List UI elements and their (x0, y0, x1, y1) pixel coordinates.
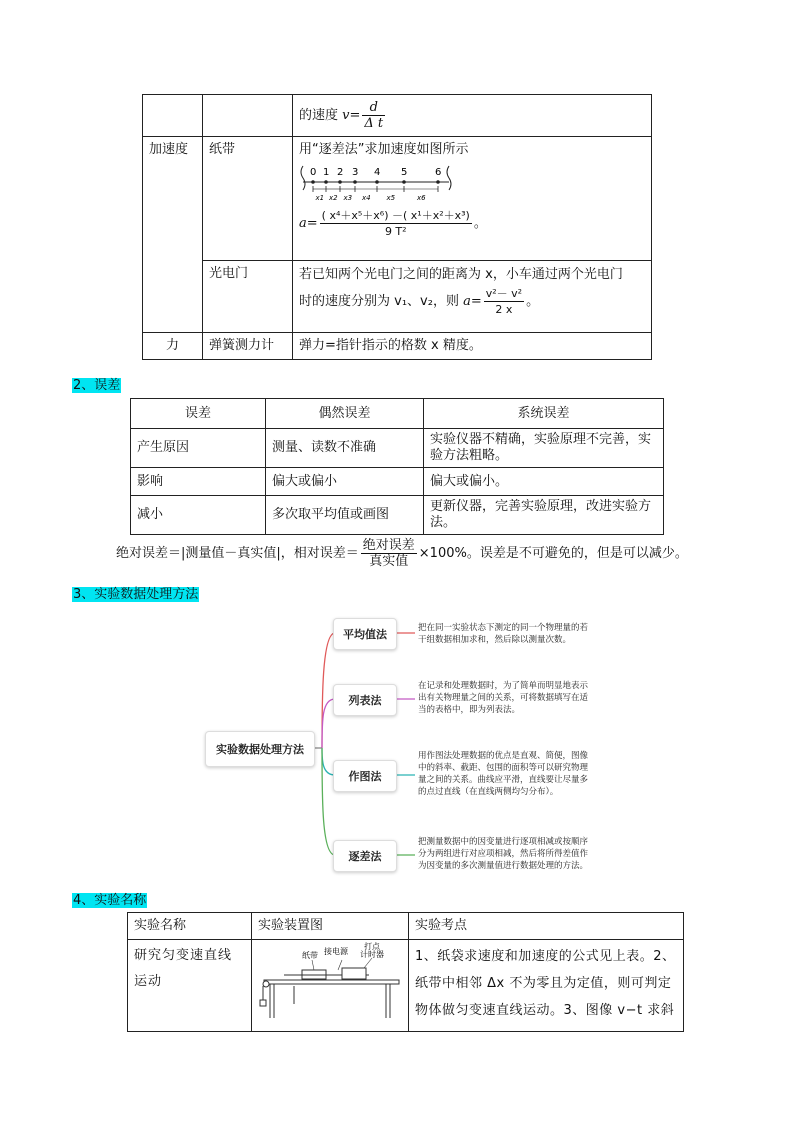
tape-dot (338, 180, 342, 184)
tape-segment-label: x4 (362, 194, 371, 202)
graph-method-desc: 用作图法处理数据的优点是直观、简便，图像中的斜率、截距、包围的面积等可以研究物理量之间的关系。曲线应平滑，直线要让尽量多的点过直线（在直线两侧均匀分布）。 (418, 751, 589, 797)
header-experiment-name: 实验名称 (128, 913, 252, 940)
error-table-header: 偶然误差 (266, 399, 424, 429)
velocity-text: 的速度 (299, 108, 339, 123)
error-formula-suffix: ×100%。误差是不可避免的，但是可以减少。 (418, 546, 688, 561)
tape-dot (353, 180, 357, 184)
section-title-data-methods: 3、实验数据处理方法 (73, 587, 199, 602)
label-timer: 计时器 (360, 950, 384, 959)
tape-segment-label: x3 (343, 194, 353, 202)
fraction-denominator: 真实值 (369, 554, 409, 569)
formula-lhs: a= (299, 216, 318, 231)
error-table-row (131, 429, 664, 468)
error-table-cell: 测量、读数不准确 (266, 429, 424, 468)
tape-dot (324, 180, 328, 184)
cell-empty (143, 95, 203, 137)
tool-spring-scale: 弹簧测力计 (203, 333, 293, 360)
error-formula-prefix: 绝对误差＝|测量值－真实值|，相对误差＝ (116, 546, 359, 561)
photogate-line2 (299, 286, 645, 317)
tape-dot (436, 180, 440, 184)
error-table-header: 误差 (131, 399, 266, 429)
cell-empty (203, 95, 293, 137)
photogate-cell (293, 261, 652, 333)
fraction-denominator: 9 T² (384, 225, 407, 238)
formula-tail: 。 (473, 216, 487, 231)
error-table-cell: 减小 (131, 496, 266, 535)
tape-segment-label: x6 (417, 194, 426, 202)
label-power-supply: 接电源 (324, 947, 348, 956)
tape-segment-label: x2 (329, 194, 338, 202)
apparatus-diagram (254, 942, 404, 1022)
formula-tail: 。 (526, 294, 540, 309)
tape-segment-label: x5 (386, 194, 396, 202)
label-dot: 打点 (364, 942, 380, 951)
branch-average-method: 平均值法 (333, 618, 397, 650)
error-table-cell: 偏大或偏小。 (424, 468, 664, 496)
tape-dot (375, 180, 379, 184)
tape-dot (311, 180, 315, 184)
error-table-cell: 产生原因 (131, 429, 266, 468)
tape-tick-label: 6 (435, 167, 442, 178)
key-points-cell: 1、纸袋求速度和加速度的公式见上表。2、纸带中相邻 Δx 不为零且为定值，则可判定物体做匀变速直线运动。3、图像 v−t 求斜 (409, 940, 684, 1032)
branch-graph-method: 作图法 (333, 760, 397, 792)
header-key-points: 实验考点 (409, 913, 684, 940)
fraction-numerator: 绝对误差 (362, 538, 415, 553)
error-table (130, 398, 664, 535)
formula-lhs: a= (463, 294, 482, 309)
measurement-table (142, 94, 652, 360)
acceleration-fraction (320, 208, 472, 239)
fraction-denominator: Δ t (364, 116, 384, 131)
paper-tape-diagram (299, 162, 459, 204)
method-text: 用“逐差法”求加速度如图所示 (299, 142, 469, 157)
successive-difference-desc: 把测量数据中的因变量进行逐项相减或按顺序分为两组进行对应项相减，然后将所得差值作为因变量的多次测量值进行数据处理的方法。 (418, 837, 589, 871)
tape-tick-label: 4 (374, 167, 381, 178)
error-table-row (131, 496, 664, 535)
velocity-formula-cell (293, 95, 652, 137)
error-formula-line (116, 538, 688, 569)
error-table-row (131, 468, 664, 496)
section-title-error: 2、误差 (73, 378, 121, 393)
table-method-desc: 在记录和处理数据时，为了简单而明显地表示出有关物理量之间的关系，可将数据填写在适当的表格中，即为列表法。 (418, 681, 589, 715)
branch-successive-difference: 逐差法 (333, 840, 397, 872)
acceleration-formula (299, 208, 645, 239)
tool-paper-tape: 纸带 (203, 137, 293, 261)
experiment-name-cell: 研究匀变速直线运动 (128, 940, 252, 1032)
fraction-numerator: d (369, 100, 378, 115)
label-paper-tape: 纸带 (302, 951, 318, 960)
tool-photogate: 光电门 (203, 261, 293, 333)
section-title-experiments: 4、实验名称 (73, 893, 147, 908)
error-table-header: 系统误差 (424, 399, 664, 429)
tape-segment-label: x1 (315, 194, 325, 202)
average-method-desc: 把在同一实验状态下测定的同一个物理量的若干组数据相加求和，然后除以测量次数。 (418, 623, 589, 645)
tape-tick-label: 2 (337, 167, 344, 178)
tape-tick-label: 1 (323, 167, 330, 178)
photogate-line1: 若已知两个光电门之间的距离为 x，小车通过两个光电门 (299, 267, 623, 282)
tape-dot (402, 180, 406, 184)
velocity-fraction (362, 100, 385, 131)
tape-tick-label: 0 (310, 167, 317, 178)
fraction-numerator: ( x⁴＋x⁵＋x⁶) －( x¹＋x²＋x³) (321, 209, 470, 222)
photogate-text: 时的速度分别为 v₁、v₂，则 (299, 294, 459, 309)
tape-tick-label: 5 (401, 167, 408, 178)
photogate-fraction (484, 286, 524, 317)
spring-scale-text: 弹力=指针指示的格数 x 精度。 (293, 333, 652, 360)
error-table-cell: 偏大或偏小 (266, 468, 424, 496)
experiment-table (127, 912, 684, 1032)
fraction-numerator: v²－ v² (485, 287, 523, 300)
error-table-cell: 实验仪器不精确，实验原理不完善，实验方法粗略。 (424, 429, 664, 468)
mindmap-root: 实验数据处理方法 (205, 731, 315, 767)
relative-error-fraction (361, 538, 417, 569)
quantity-force: 力 (143, 333, 203, 360)
tape-method-cell (293, 137, 652, 261)
error-table-cell: 多次取平均值或画图 (266, 496, 424, 535)
error-table-cell: 更新仪器，完善实验原理，改进实验方法。 (424, 496, 664, 535)
formula-lhs: v= (342, 108, 361, 123)
header-apparatus: 实验装置图 (252, 913, 409, 940)
quantity-acceleration: 加速度 (143, 137, 203, 333)
error-table-cell: 影响 (131, 468, 266, 496)
tape-tick-label: 3 (352, 167, 359, 178)
fraction-denominator: 2 x (495, 303, 513, 316)
branch-table-method: 列表法 (333, 684, 397, 716)
apparatus-cell (252, 940, 409, 1032)
